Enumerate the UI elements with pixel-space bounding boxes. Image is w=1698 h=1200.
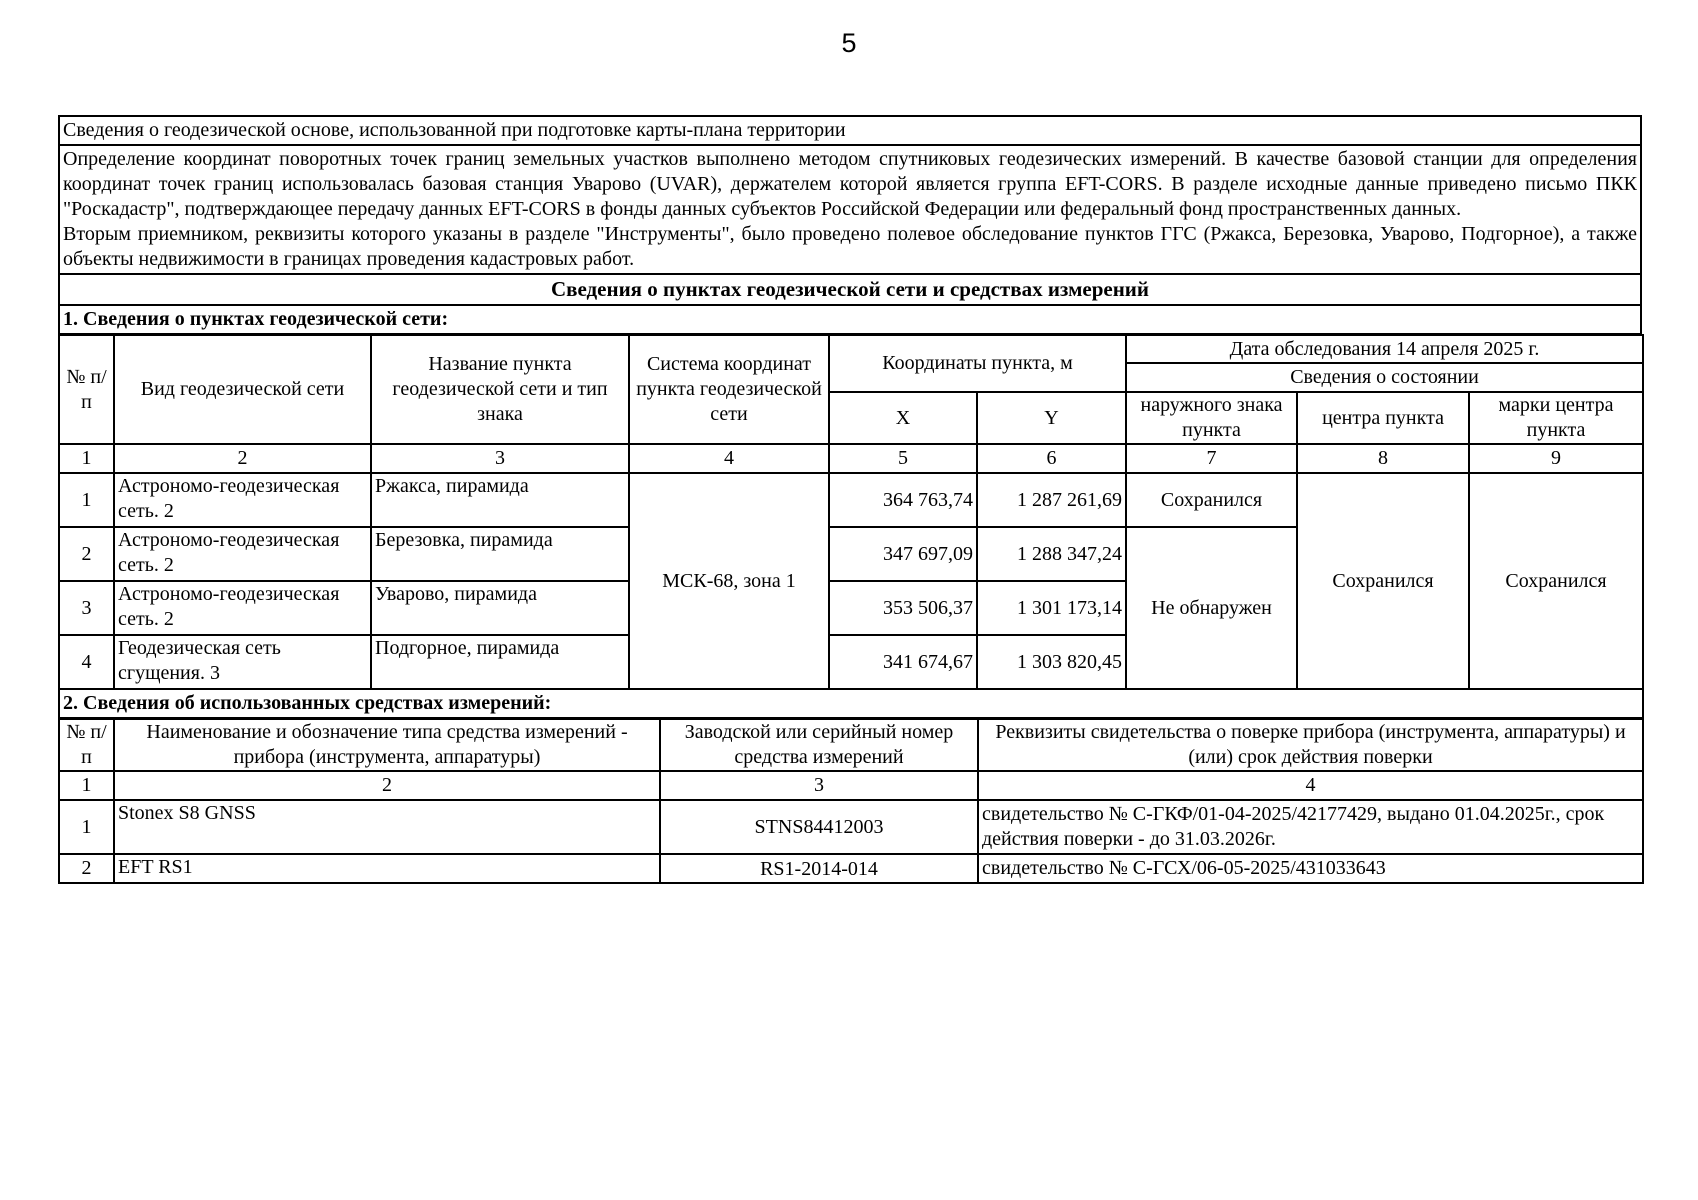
column-number: 4 bbox=[629, 444, 829, 473]
row-network-type: Астрономо-геодезическая сеть. 2 bbox=[114, 473, 371, 527]
row-y: 1 301 173,14 bbox=[977, 581, 1126, 635]
column-number: 6 bbox=[977, 444, 1126, 473]
geodetic-points-table bbox=[58, 334, 1644, 719]
row-network-type: Астрономо-геодезическая сеть. 2 bbox=[114, 527, 371, 581]
row-point-name: Ржакса, пирамида bbox=[371, 473, 629, 527]
column-number: 2 bbox=[114, 444, 371, 473]
instr-header-serial: Заводской или серийный номер средства измерений bbox=[660, 719, 978, 771]
table-row bbox=[59, 473, 1643, 527]
column-number: 3 bbox=[371, 444, 629, 473]
row-x: 364 763,74 bbox=[829, 473, 977, 527]
instr-header-certificate: Реквизиты свидетельства о поверке прибора (инструмента, аппаратуры) и (или) срок действия поверки bbox=[978, 719, 1643, 771]
header-coord-system: Система координат пункта геодезической сети bbox=[629, 335, 829, 444]
instr-row-name: EFT RS1 bbox=[114, 854, 660, 883]
row-y: 1 288 347,24 bbox=[977, 527, 1126, 581]
instruments-table bbox=[58, 718, 1644, 884]
row-point-name: Подгорное, пирамида bbox=[371, 635, 629, 689]
column-number: 5 bbox=[829, 444, 977, 473]
row-x: 341 674,67 bbox=[829, 635, 977, 689]
row-num: 2 bbox=[59, 527, 114, 581]
column-number: 1 bbox=[59, 444, 114, 473]
geodetic-basis-table bbox=[58, 115, 1642, 335]
geodetic-basis-paragraph-2: Вторым приемником, реквизиты которого указаны в разделе "Инструменты", было проведено полевое обследование пунктов ГГС (Ржакса, Березовка, Уварово, Подгорное), а также объекты недвижимости в границах проведения кадастровых работ. bbox=[63, 223, 1637, 270]
row-num: 4 bbox=[59, 635, 114, 689]
column-number: 2 bbox=[114, 771, 660, 800]
table-row bbox=[59, 800, 1643, 854]
instr-header-num: № п/п bbox=[59, 719, 114, 771]
header-condition: Сведения о состоянии bbox=[1126, 363, 1643, 392]
header-x: X bbox=[829, 392, 977, 444]
row-y: 1 303 820,45 bbox=[977, 635, 1126, 689]
section2-title: 2. Сведения об использованных средствах измерений: bbox=[59, 689, 1643, 718]
center-mark-value: Сохранился bbox=[1469, 473, 1643, 689]
geodetic-basis-title: Сведения о геодезической основе, использованной при подготовке карты-плана территории bbox=[59, 116, 1641, 145]
header-outer-sign: наружного знака пункта bbox=[1126, 392, 1297, 444]
header-center: центра пункта bbox=[1297, 392, 1469, 444]
instr-row-num: 2 bbox=[59, 854, 114, 883]
instr-row-certificate: свидетельство № С-ГСХ/06-05-2025/431033643 bbox=[978, 854, 1643, 883]
row-point-name: Уварово, пирамида bbox=[371, 581, 629, 635]
section1-title: 1. Сведения о пунктах геодезической сети: bbox=[59, 305, 1641, 334]
row-network-type: Геодезическая сеть сгущения. 3 bbox=[114, 635, 371, 689]
instr-row-num: 1 bbox=[59, 800, 114, 854]
column-number: 4 bbox=[978, 771, 1643, 800]
geodetic-basis-paragraph-1: Определение координат поворотных точек границ земельных участков выполнено методом спутниковых геодезических измерений. В качестве базовой станции для определения координат точек границ использовалась базовая станция Уварово (UVAR), держателем которой является группа EFT-CORS. В разделе исходные данные приведено письмо ПКК "Роскадастр", подтверждающее передачу данных EFT-CORS в фонды данных субъектов Российской Федерации или федеральный фонд пространственных данных. bbox=[63, 148, 1637, 220]
outer-sign-not-found: Не обнаружен bbox=[1126, 527, 1297, 689]
header-coords: Координаты пункта, м bbox=[829, 335, 1126, 392]
row-x: 347 697,09 bbox=[829, 527, 977, 581]
column-number: 7 bbox=[1126, 444, 1297, 473]
row-network-type: Астрономо-геодезическая сеть. 2 bbox=[114, 581, 371, 635]
outer-sign-preserved: Сохранился bbox=[1126, 473, 1297, 527]
row-y: 1 287 261,69 bbox=[977, 473, 1126, 527]
header-survey-date: Дата обследования 14 апреля 2025 г. bbox=[1126, 335, 1643, 363]
column-number: 9 bbox=[1469, 444, 1643, 473]
row-num: 3 bbox=[59, 581, 114, 635]
instr-row-certificate: свидетельство № С-ГКФ/01-04-2025/42177429, выдано 01.04.2025г., срок действия поверки - до 31.03.2026г. bbox=[978, 800, 1643, 854]
instr-row-name: Stonex S8 GNSS bbox=[114, 800, 660, 854]
instr-row-serial: RS1-2014-014 bbox=[660, 854, 978, 883]
header-center-mark: марки центра пункта bbox=[1469, 392, 1643, 444]
header-y: Y bbox=[977, 392, 1126, 444]
table-row bbox=[59, 854, 1643, 883]
header-point-name: Название пункта геодезической сети и тип знака bbox=[371, 335, 629, 444]
column-number: 3 bbox=[660, 771, 978, 800]
row-x: 353 506,37 bbox=[829, 581, 977, 635]
main-caption: Сведения о пунктах геодезической сети и средствах измерений bbox=[59, 274, 1641, 305]
coord-system-value: МСК-68, зона 1 bbox=[629, 473, 829, 689]
geodetic-basis-text bbox=[59, 145, 1641, 274]
page-number: 5 bbox=[841, 28, 857, 58]
column-number: 8 bbox=[1297, 444, 1469, 473]
center-value: Сохранился bbox=[1297, 473, 1469, 689]
document-frame bbox=[58, 115, 1642, 884]
instr-row-serial: STNS84412003 bbox=[660, 800, 978, 854]
row-point-name: Березовка, пирамида bbox=[371, 527, 629, 581]
header-network-type: Вид геодезической сети bbox=[114, 335, 371, 444]
instr-header-name: Наименование и обозначение типа средства измерений - прибора (инструмента, аппаратуры) bbox=[114, 719, 660, 771]
row-num: 1 bbox=[59, 473, 114, 527]
column-number: 1 bbox=[59, 771, 114, 800]
header-num: № п/п bbox=[59, 335, 114, 444]
